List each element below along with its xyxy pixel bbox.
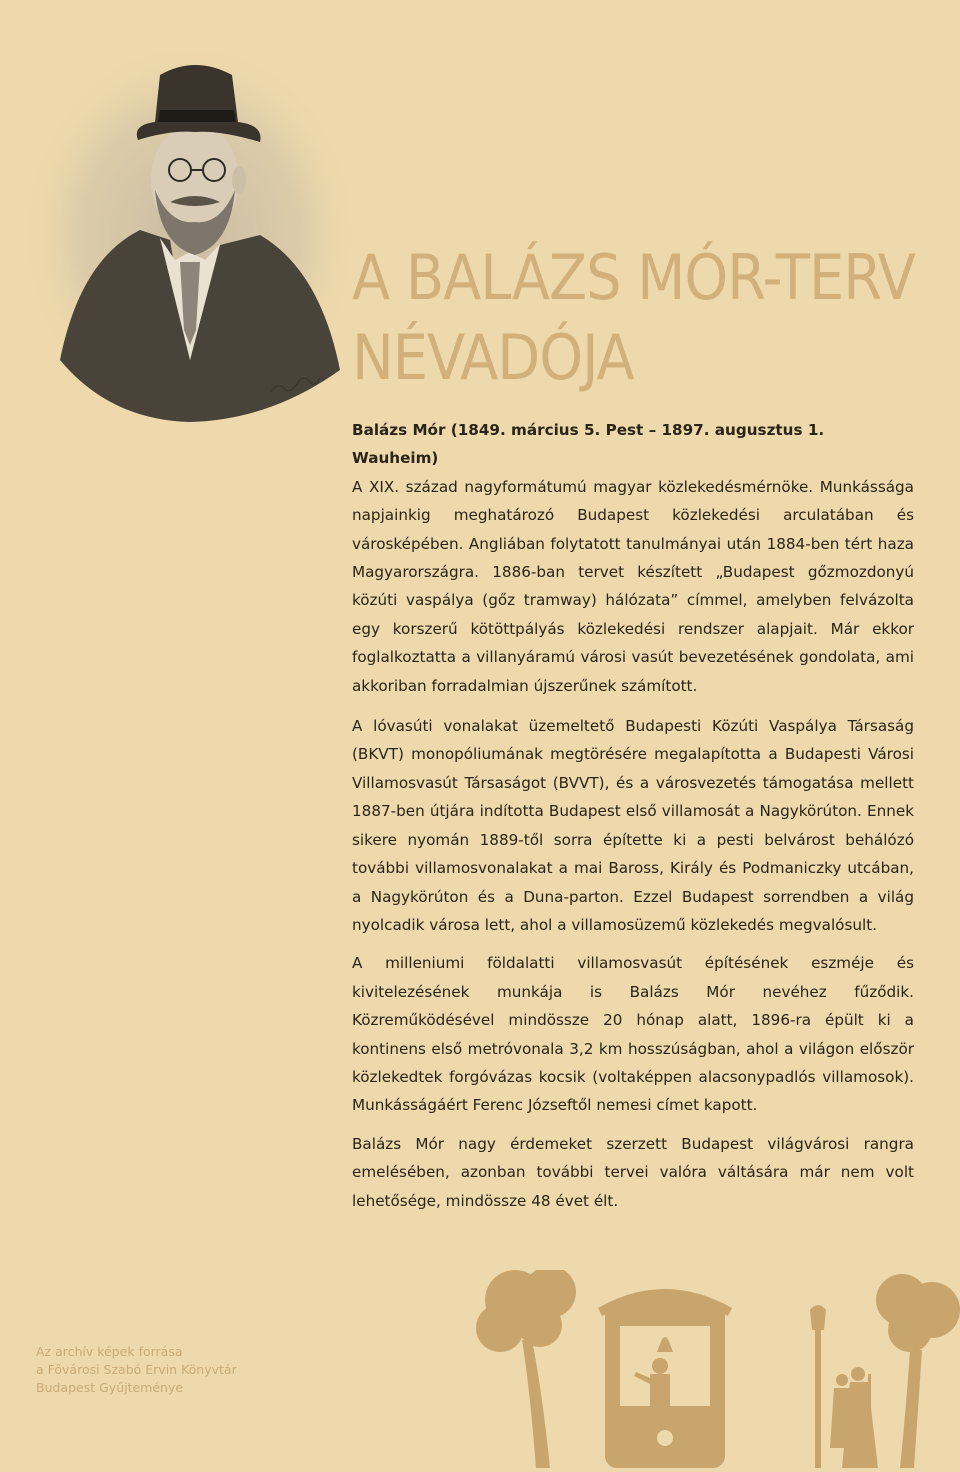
paragraph-1: A XIX. század nagyformátumú magyar közlekedésmérnöke. Munkássága napjainkig meghatározó Budapest közlekedési arculatában és városképében. Angliában folytatott tanulmányai után 1884-ben tért haza Magyarországra. 1886-ban tervet készített „Budapest gőzmozdonyú közúti vaspálya (gőz tramway) hálózata” címmel, amelyben felvázolta egy korszerű kötöttpályás közlekedési rendszer alapjait. Már ekkor foglalkoztatta a villanyáramú városi vasút bevezetésének gondolata, ami akkoriban forradalmian újszerűnek számított. [352,477,914,695]
credit-line-2: a Fővárosi Szabó Ervin Könyvtár [36,1362,237,1377]
people-icon [830,1367,878,1468]
title-line-2: NÉVADÓJA [352,321,634,394]
tree-right-icon [876,1274,960,1468]
paragraph-4: Balázs Mór nagy érdemeket szerzett Budapest világvárosi rangra emelésében, azonban további tervei valóra váltására már nem volt lehetősége, mindössze 48 évet élt. [352,1134,914,1210]
credit-line-3: Budapest Gyűjteménye [36,1380,184,1395]
portrait-photo [20,30,360,430]
paragraph-2: A lóvasúti vonalakat üzemeltető Budapesti Közúti Vaspálya Társaság (BKVT) monopóliumának megtörésére megalapította a Budapesti Városi Villamosvasút Társaságot (BVVT), és a városvezetés támogatása mellett 1887-ben útjára indította Budapest első villamosát a Nagykörúton. Ennek sikere nyomán 1889-től sorra építette ki a pesti belvárost behálózó további villamosvonalakat a mai Baross, Király és Podmaniczky utcában, a Nagykörúton és a Duna-parton. Ezzel Budapest sorrendben a világ nyolcadik városa lett, ahol a villamosüzemű közlekedés megvalósult. [352,717,914,934]
biography-text [352,416,914,1225]
page-title [352,238,952,398]
lead-line: Balázs Mór (1849. március 5. Pest – 1897. augusztus 1. Wauheim) [352,421,825,468]
lamp-post-icon [810,1305,826,1468]
title-line-1: A BALÁZS MÓR-TERV [352,241,915,314]
paragraph-3: A milleniumi földalatti villamosvasút építésének eszméje és kivitelezésének munkája is Balázs Mór nevéhez fűződik. Közreműködésével mindössze 20 hónap alatt, 1896-ra épült ki a kontinens első metróvonala 3,2 km hosszúságban, ahol a világon először közlekedtek forgóvázas kocsik (voltaképpen alacsonypadlós villamosok). Munkásságáért Ferenc Józseftől nemesi címet kapott. [352,954,914,1115]
credit-line-1: Az archív képek forrása [36,1344,183,1359]
tram-icon [598,1289,732,1468]
tram-scene-illustration [470,1270,960,1468]
image-credit [36,1343,276,1397]
tree-left-icon [476,1270,576,1468]
